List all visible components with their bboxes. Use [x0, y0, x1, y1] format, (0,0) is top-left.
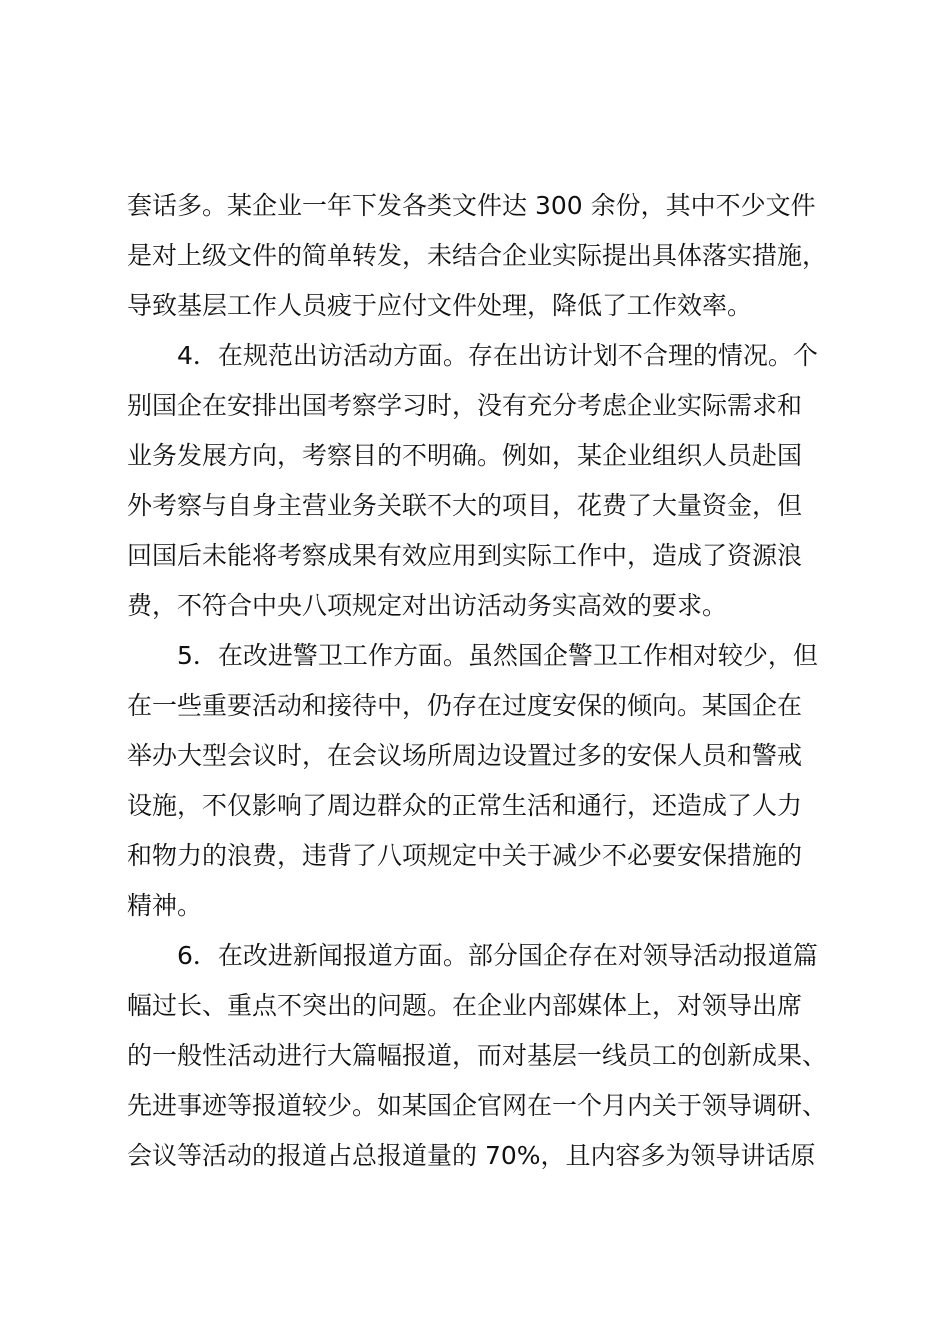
- text-line: 和物力的浪费，违背了八项规定中关于减少不必要安保措施的: [127, 841, 803, 870]
- text-line: 的一般性活动进行大篇幅报道，而对基层一线员工的创新成果、: [127, 1041, 828, 1070]
- text-line: 费，不符合中央八项规定对出访活动务实高效的要求。: [127, 591, 728, 620]
- text-line: 业务发展方向，考察目的不明确。例如，某企业组织人员赴国: [127, 441, 803, 470]
- text-line: 先进事迹等报道较少。如某国企官网在一个月内关于领导调研、: [127, 1091, 828, 1120]
- text-line: 外考察与自身主营业务关联不大的项目，花费了大量资金，但: [127, 491, 803, 520]
- text-line: 套话多。某企业一年下发各类文件达 300 余份，其中不少文件: [127, 191, 816, 220]
- text-line: 在一些重要活动和接待中，仍存在过度安保的倾向。某国企在: [127, 691, 803, 720]
- text-line: 导致基层工作人员疲于应付文件处理，降低了工作效率。: [127, 291, 753, 320]
- text-line: 别国企在安排出国考察学习时，没有充分考虑企业实际需求和: [127, 391, 803, 420]
- paragraph-6-start: 6．在改进新闻报道方面。部分国企存在对领导活动报道篇: [177, 941, 818, 970]
- text-line: 是对上级文件的简单转发，未结合企业实际提出具体落实措施，: [127, 241, 828, 270]
- text-line: 设施，不仅影响了周边群众的正常生活和通行，还造成了人力: [127, 791, 803, 820]
- text-line: 会议等活动的报道占总报道量的 70%，且内容多为领导讲话原: [127, 1141, 816, 1170]
- paragraph-4-start: 4．在规范出访活动方面。存在出访计划不合理的情况。个: [177, 341, 818, 370]
- text-line: 幅过长、重点不突出的问题。在企业内部媒体上，对领导出席: [127, 991, 803, 1020]
- text-line: 举办大型会议时，在会议场所周边设置过多的安保人员和警戒: [127, 741, 803, 770]
- paragraph-5-start: 5．在改进警卫工作方面。虽然国企警卫工作相对较少，但: [177, 641, 818, 670]
- text-line: 精神。: [127, 891, 203, 920]
- text-line: 回国后未能将考察成果有效应用到实际工作中，造成了资源浪: [127, 541, 803, 570]
